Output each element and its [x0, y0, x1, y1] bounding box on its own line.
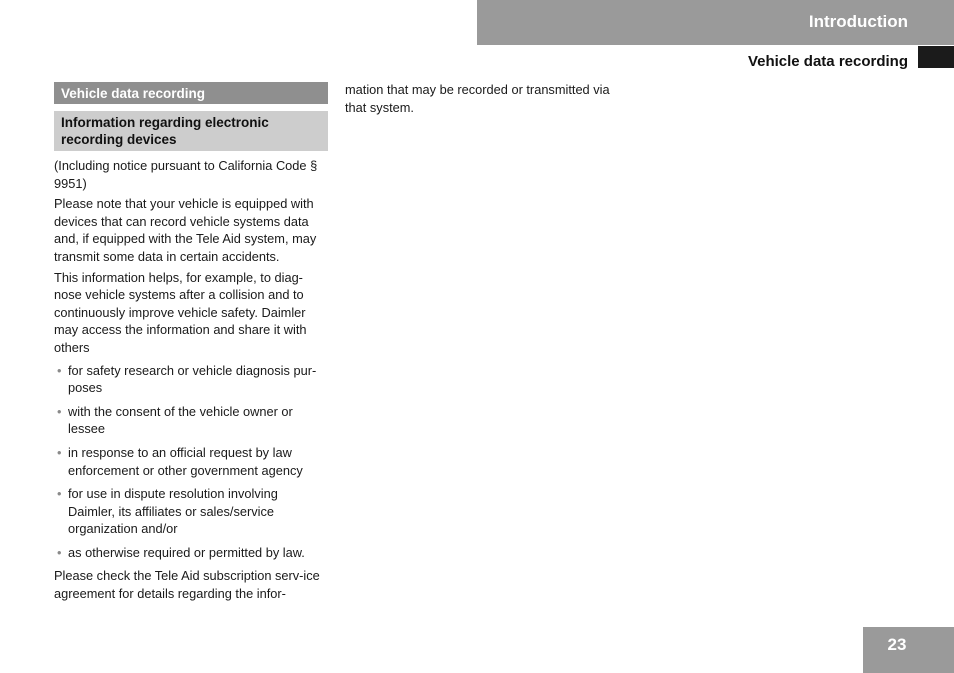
section-heading: Vehicle data recording — [54, 82, 328, 104]
subsection-heading: Information regarding electronic recording devices — [54, 111, 328, 151]
chapter-title: Introduction — [808, 12, 908, 31]
left-column — [54, 82, 328, 606]
list-item: • as otherwise required or permitted by law. — [57, 544, 305, 560]
paragraph-notice: (Including notice pursuant to California Code § 9951) — [54, 158, 318, 191]
paragraph-purpose: This information helps, for example, to diag-nose vehicle systems after a collision and to continuously improve vehicle safety. Daimler may access the information and share it with others — [54, 269, 307, 355]
list-item: • for use in dispute resolution involving Daimler, its affiliates or sales/service organization and/or — [57, 486, 278, 537]
list-item: • with the consent of the vehicle owner or lessee — [57, 403, 293, 437]
paragraph-devices: Please note that your vehicle is equipped with devices that can record vehicle systems data and, if equipped with the Tele Aid system, may transmit some data in certain accidents. — [54, 196, 317, 264]
list-item: • for safety research or vehicle diagnosis pur-poses — [57, 362, 317, 396]
bullet-icon: • — [57, 444, 62, 460]
bullet-icon: • — [57, 362, 62, 378]
chapter-bar — [477, 0, 954, 45]
paragraph-continuation: mation that may be recorded or transmitted via that system. — [345, 82, 610, 115]
chapter-tab-marker — [918, 46, 954, 68]
page-number-box — [863, 627, 954, 673]
bullet-icon: • — [57, 486, 62, 502]
bullet-icon: • — [57, 544, 62, 560]
page-number: 23 — [887, 635, 907, 654]
right-column — [345, 81, 625, 119]
bullet-list — [54, 362, 328, 562]
section-header: Vehicle data recording — [747, 53, 908, 70]
list-item: • in response to an official request by law enforcement or other government agency — [57, 444, 303, 478]
paragraph-closing: Please check the Tele Aid subscription serv-ice agreement for details regarding the infor- — [54, 568, 320, 602]
bullet-icon: • — [57, 403, 62, 419]
